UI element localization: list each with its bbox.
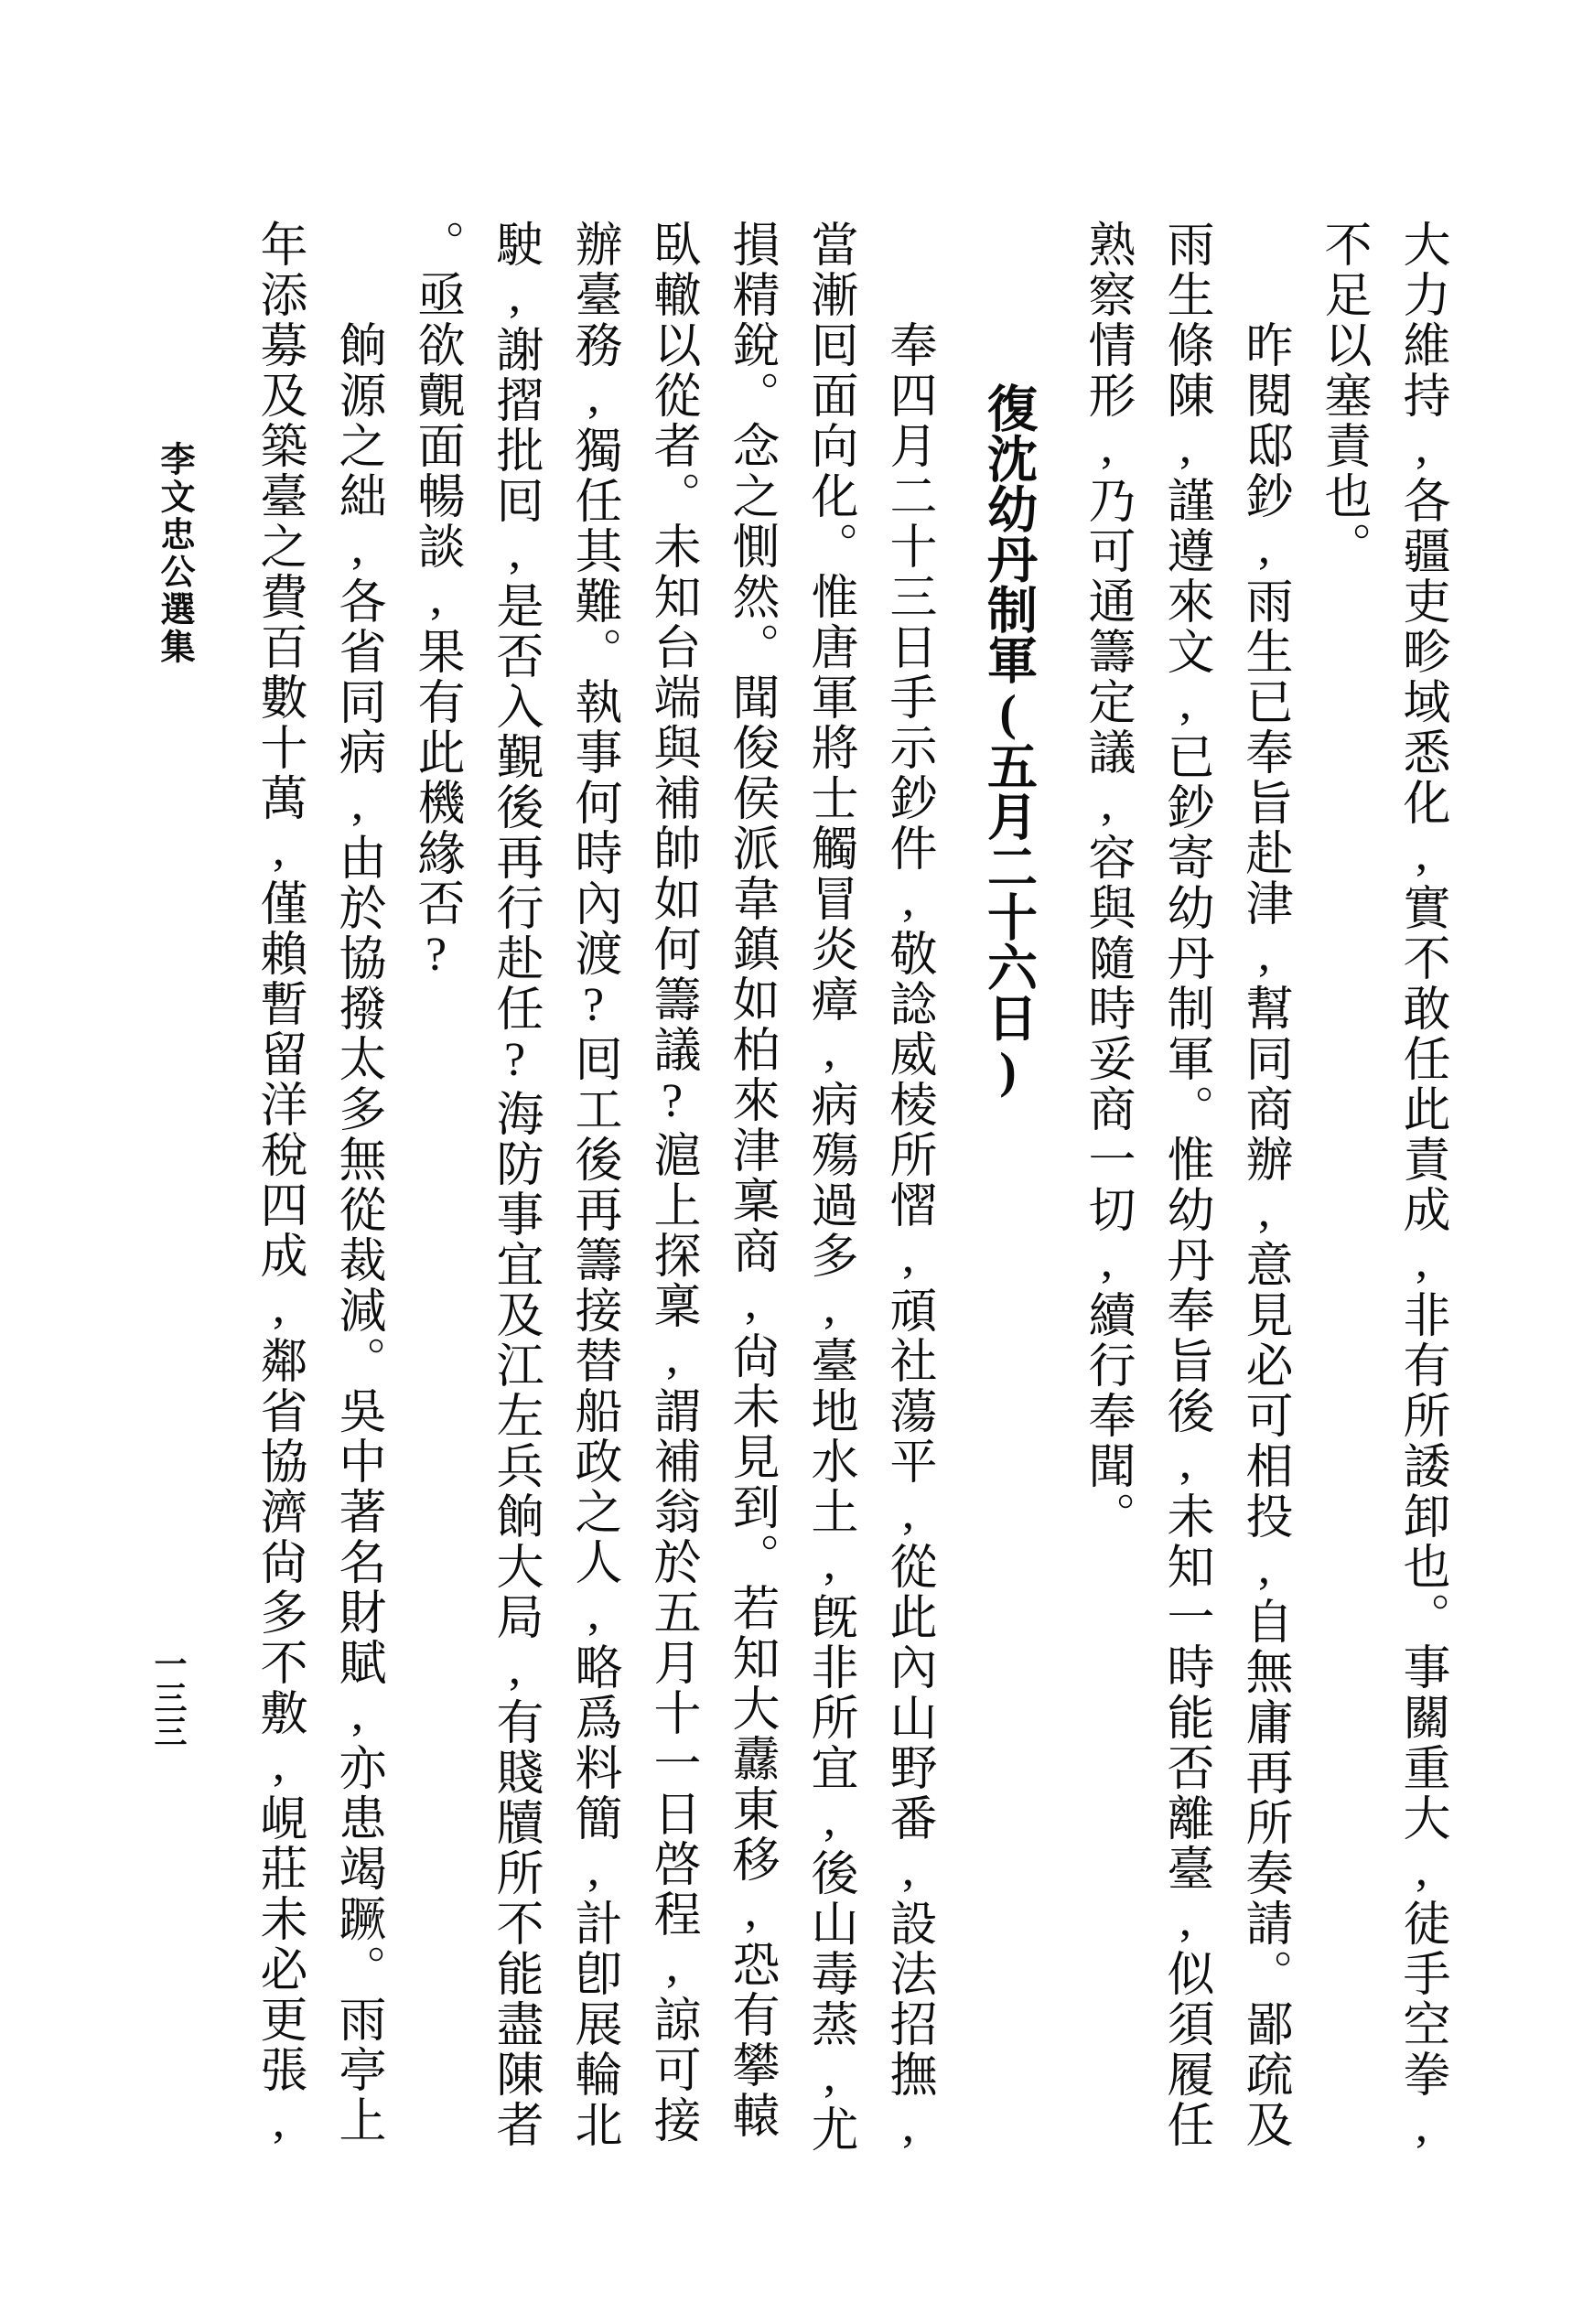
text-column-3: 昨閱邸鈔,雨生已奉旨赴津,幫同商辦,意見必可相投,自無庸再所奏請。鄙疏及 <box>1238 320 1290 2150</box>
text-block <box>253 220 1448 2155</box>
text-column-7: 當漸囘面向化。惟唐軍將士觸冒炎瘴,病殤過多,臺地水土,旣非所宜,後山毒蒸,尤 <box>803 220 856 2155</box>
text-column-10: 辦臺務,獨任其難。執事何時內渡?囘工後再籌接替船政之人,略爲料簡,計卽展輪北 <box>567 220 619 2150</box>
text-column-8: 損精銳。念之惻然。聞俊侯派韋鎮如柏來津稟商,尙未見到。若知大纛東移,恐有攀轅 <box>725 220 777 2141</box>
text-column-9: 臥轍以從者。未知台端與補帥如何籌議?滬上探稟,謂補翁於五月十一日啓程,諒可接 <box>646 220 698 2146</box>
text-column-14: 年添募及築臺之費百數十萬,僅賴暫留洋稅四成,鄰省協濟尙多不敷,峴莊未必更張, <box>253 220 305 2150</box>
text-column-4: 雨生條陳,謹遵來文,已鈔寄幼丹制軍。惟幼丹奉旨後,未知一時能否離臺,似須履任 <box>1159 220 1211 2150</box>
text-column-2: 不足以塞責也。 <box>1317 220 1369 572</box>
text-column-12: 。亟欲覿面暢談,果有此機緣否? <box>410 220 462 984</box>
text-column-5: 熟察情形,乃可通籌定議,容與隨時妥商一切,續行奉聞。 <box>1081 220 1133 1542</box>
text-column-1: 大力維持,各疆吏畛域悉化,實不敢任此責成,非有所諉卸也。事關重大,徒手空拳, <box>1395 220 1448 2155</box>
book-spine-title: 李文忠公選集 <box>155 441 193 666</box>
text-column-6: 奉四月二十三日手示鈔件,敬諗威棱所慴,頑社蕩平,從此內山野番,設法招撫, <box>882 320 934 2155</box>
text-column-11: 駛,謝摺批囘,是否入覲後再行赴任?海防事宜及江左兵餉大局,有賤牘所不能盡陳者 <box>489 220 541 2150</box>
page-number: 一三三 <box>150 1647 187 1748</box>
text-column-13: 餉源之絀,各省同病,由於協撥太多無從裁減。吳中著名財賦,亦患竭蹶。雨亭上 <box>331 320 383 2146</box>
letter-title: 復沈幼丹制軍(五月二十六日) <box>980 382 1036 1098</box>
